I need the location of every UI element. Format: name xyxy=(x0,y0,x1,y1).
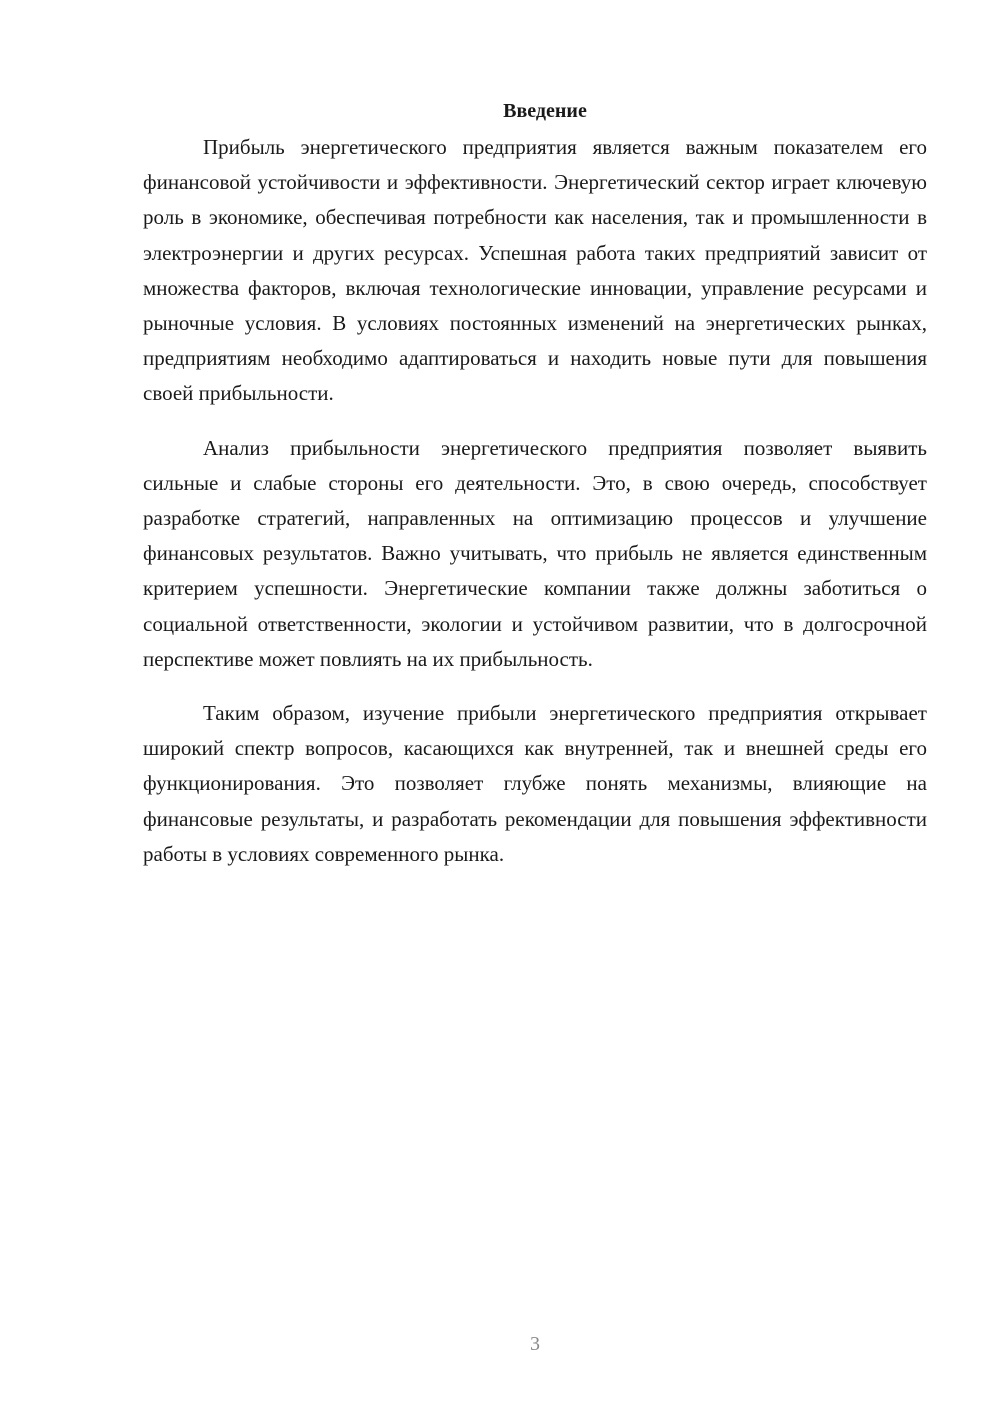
paragraph-3: Таким образом, изучение прибыли энергетического предприятия открывает широкий спектр вопросов, касающихся как внутренней, так и внешней среды его функционирования. Это позволяет глубже понять механизмы, влияющие на финансовые результаты, и разработать рекомендации для повышения эффективности работы в условиях современного рынка. xyxy=(143,701,927,866)
paragraph-2: Анализ прибыльности энергетического предприятия позволяет выявить сильные и слабые стороны его деятельности. Это, в свою очередь, способствует разработке стратегий, направленных на оптимизацию процессов и улучшение финансовых результатов. Важно учитывать, что прибыль не является единственным критерием успешности. Энергетические компании также должны заботиться о социальной ответственности, экологии и устойчивом развитии, что в долгосрочной перспективе может повлиять на их прибыльность. xyxy=(143,435,927,671)
page-number: 3 xyxy=(530,1333,540,1355)
page-content xyxy=(143,96,927,891)
section-heading: Введение xyxy=(503,100,587,122)
paragraph-1: Прибыль энергетического предприятия является важным показателем его финансовой устойчивости и эффективности. Энергетический сектор играет ключевую роль в экономике, обеспечивая потребности как населения, так и промышленности в электроэнергии и других ресурсах. Успешная работа таких предприятий зависит от множества факторов, включая технологические инновации, управление ресурсами и рыночные условия. В условиях постоянных изменений на энергетических рынках, предприятиям необходимо адаптироваться и находить новые пути для повышения своей прибыльности. xyxy=(143,135,927,406)
